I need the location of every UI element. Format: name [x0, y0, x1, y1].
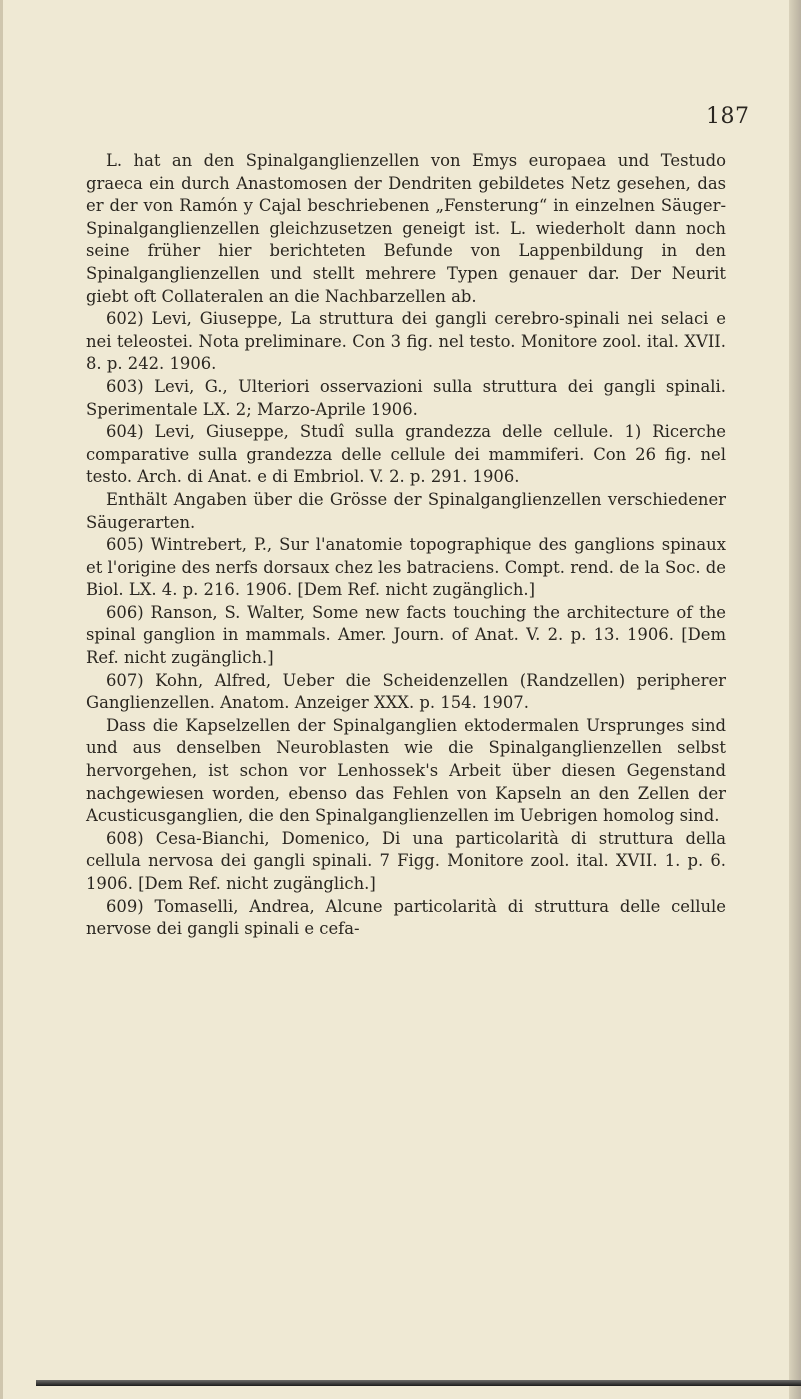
bottom-rule — [36, 1380, 801, 1386]
bib-entry-605: 605) Wintrebert, P., Sur l'anatomie topographique des ganglions spinaux et l'origine des nerfs dorsaux chez les batraciens. Compt. rend. de la Soc. de Biol. LX. 4. p. 216. 1906. [Dem Ref. nicht zugänglich.] — [86, 535, 726, 600]
bib-entry-606: 606) Ranson, S. Walter, Some new facts touching the architecture of the spinal ganglion in mammals. Amer. Journ. of Anat. V. 2. p. 13. 1906. [Dem Ref. nicht zugänglich.] — [86, 602, 726, 668]
page-left-edge — [0, 0, 3, 1399]
bib-entry-609: 609) Tomaselli, Andrea, Alcune particolarità di struttura delle cellule nervose dei gangli spinali e cefa- — [86, 896, 726, 939]
text-column — [86, 150, 726, 941]
paragraph-cajal-summary: L. hat an den Spinalganglienzellen von Emys europaea und Testudo graeca ein durch Anastomosen der Dendriten gebildetes Netz gesehen, das er der von Ramón y Cajal beschriebenen „Fensterung“ in einzelnen Säuger-Spinalganglienzellen gleichzusetzen geneigt ist. L. wiederholt dann noch seine früher hier berichteten Befunde von Lappenbildung in den Spinalganglienzellen und stellt mehrere Typen genauer dar. Der Neurit giebt oft Collateralen an die Nachbarzellen ab. — [86, 151, 726, 306]
paragraph-604-summary: Enthält Angaben über die Grösse der Spinalganglienzellen verschiedener Säugerarten. — [86, 489, 726, 532]
bib-entry-604: 604) Levi, Giuseppe, Studî sulla grandezza delle cellule. 1) Ricerche comparative sulla grandezza delle cellule dei mammiferi. Con 26 fig. nel testo. Arch. di Anat. e di Embriol. V. 2. p. 291. 1906. — [86, 422, 726, 487]
paragraph-607-summary: Dass die Kapselzellen der Spinalganglien ektodermalen Ursprunges sind und aus denselben Neuroblasten wie die Spinalganglienzellen selbst hervorgehen, ist schon vor Lenhossek's Arbeit über diesen Gegenstand nachgewiesen worden, ebenso das Fehlen von Kapseln an den Zellen der Acusticusganglien, die den Spinalganglienzellen im Uebrigen homolog sind. — [86, 715, 726, 826]
bib-entry-603: 603) Levi, G., Ulteriori osservazioni sulla struttura dei gangli spinali. Sperimentale LX. 2; Marzo-Aprile 1906. — [86, 376, 726, 419]
bib-entry-608: 608) Cesa-Bianchi, Domenico, Di una particolarità di struttura della cellula nervosa dei gangli spinali. 7 Figg. Monitore zool. ital. XVII. 1. p. 6. 1906. [Dem Ref. nicht zugänglich.] — [86, 828, 726, 893]
bib-entry-607: 607) Kohn, Alfred, Ueber die Scheidenzellen (Randzellen) peripherer Ganglienzellen. Anatom. Anzeiger XXX. p. 154. 1907. — [86, 670, 726, 713]
bib-entry-602: 602) Levi, Giuseppe, La struttura dei gangli cerebro-spinali nei selaci e nei teleostei. Nota preliminare. Con 3 fig. nel testo. Monitore zool. ital. XVII. 8. p. 242. 1906. — [86, 309, 726, 374]
page-number: 187 — [706, 104, 750, 129]
page-right-edge — [789, 0, 801, 1399]
